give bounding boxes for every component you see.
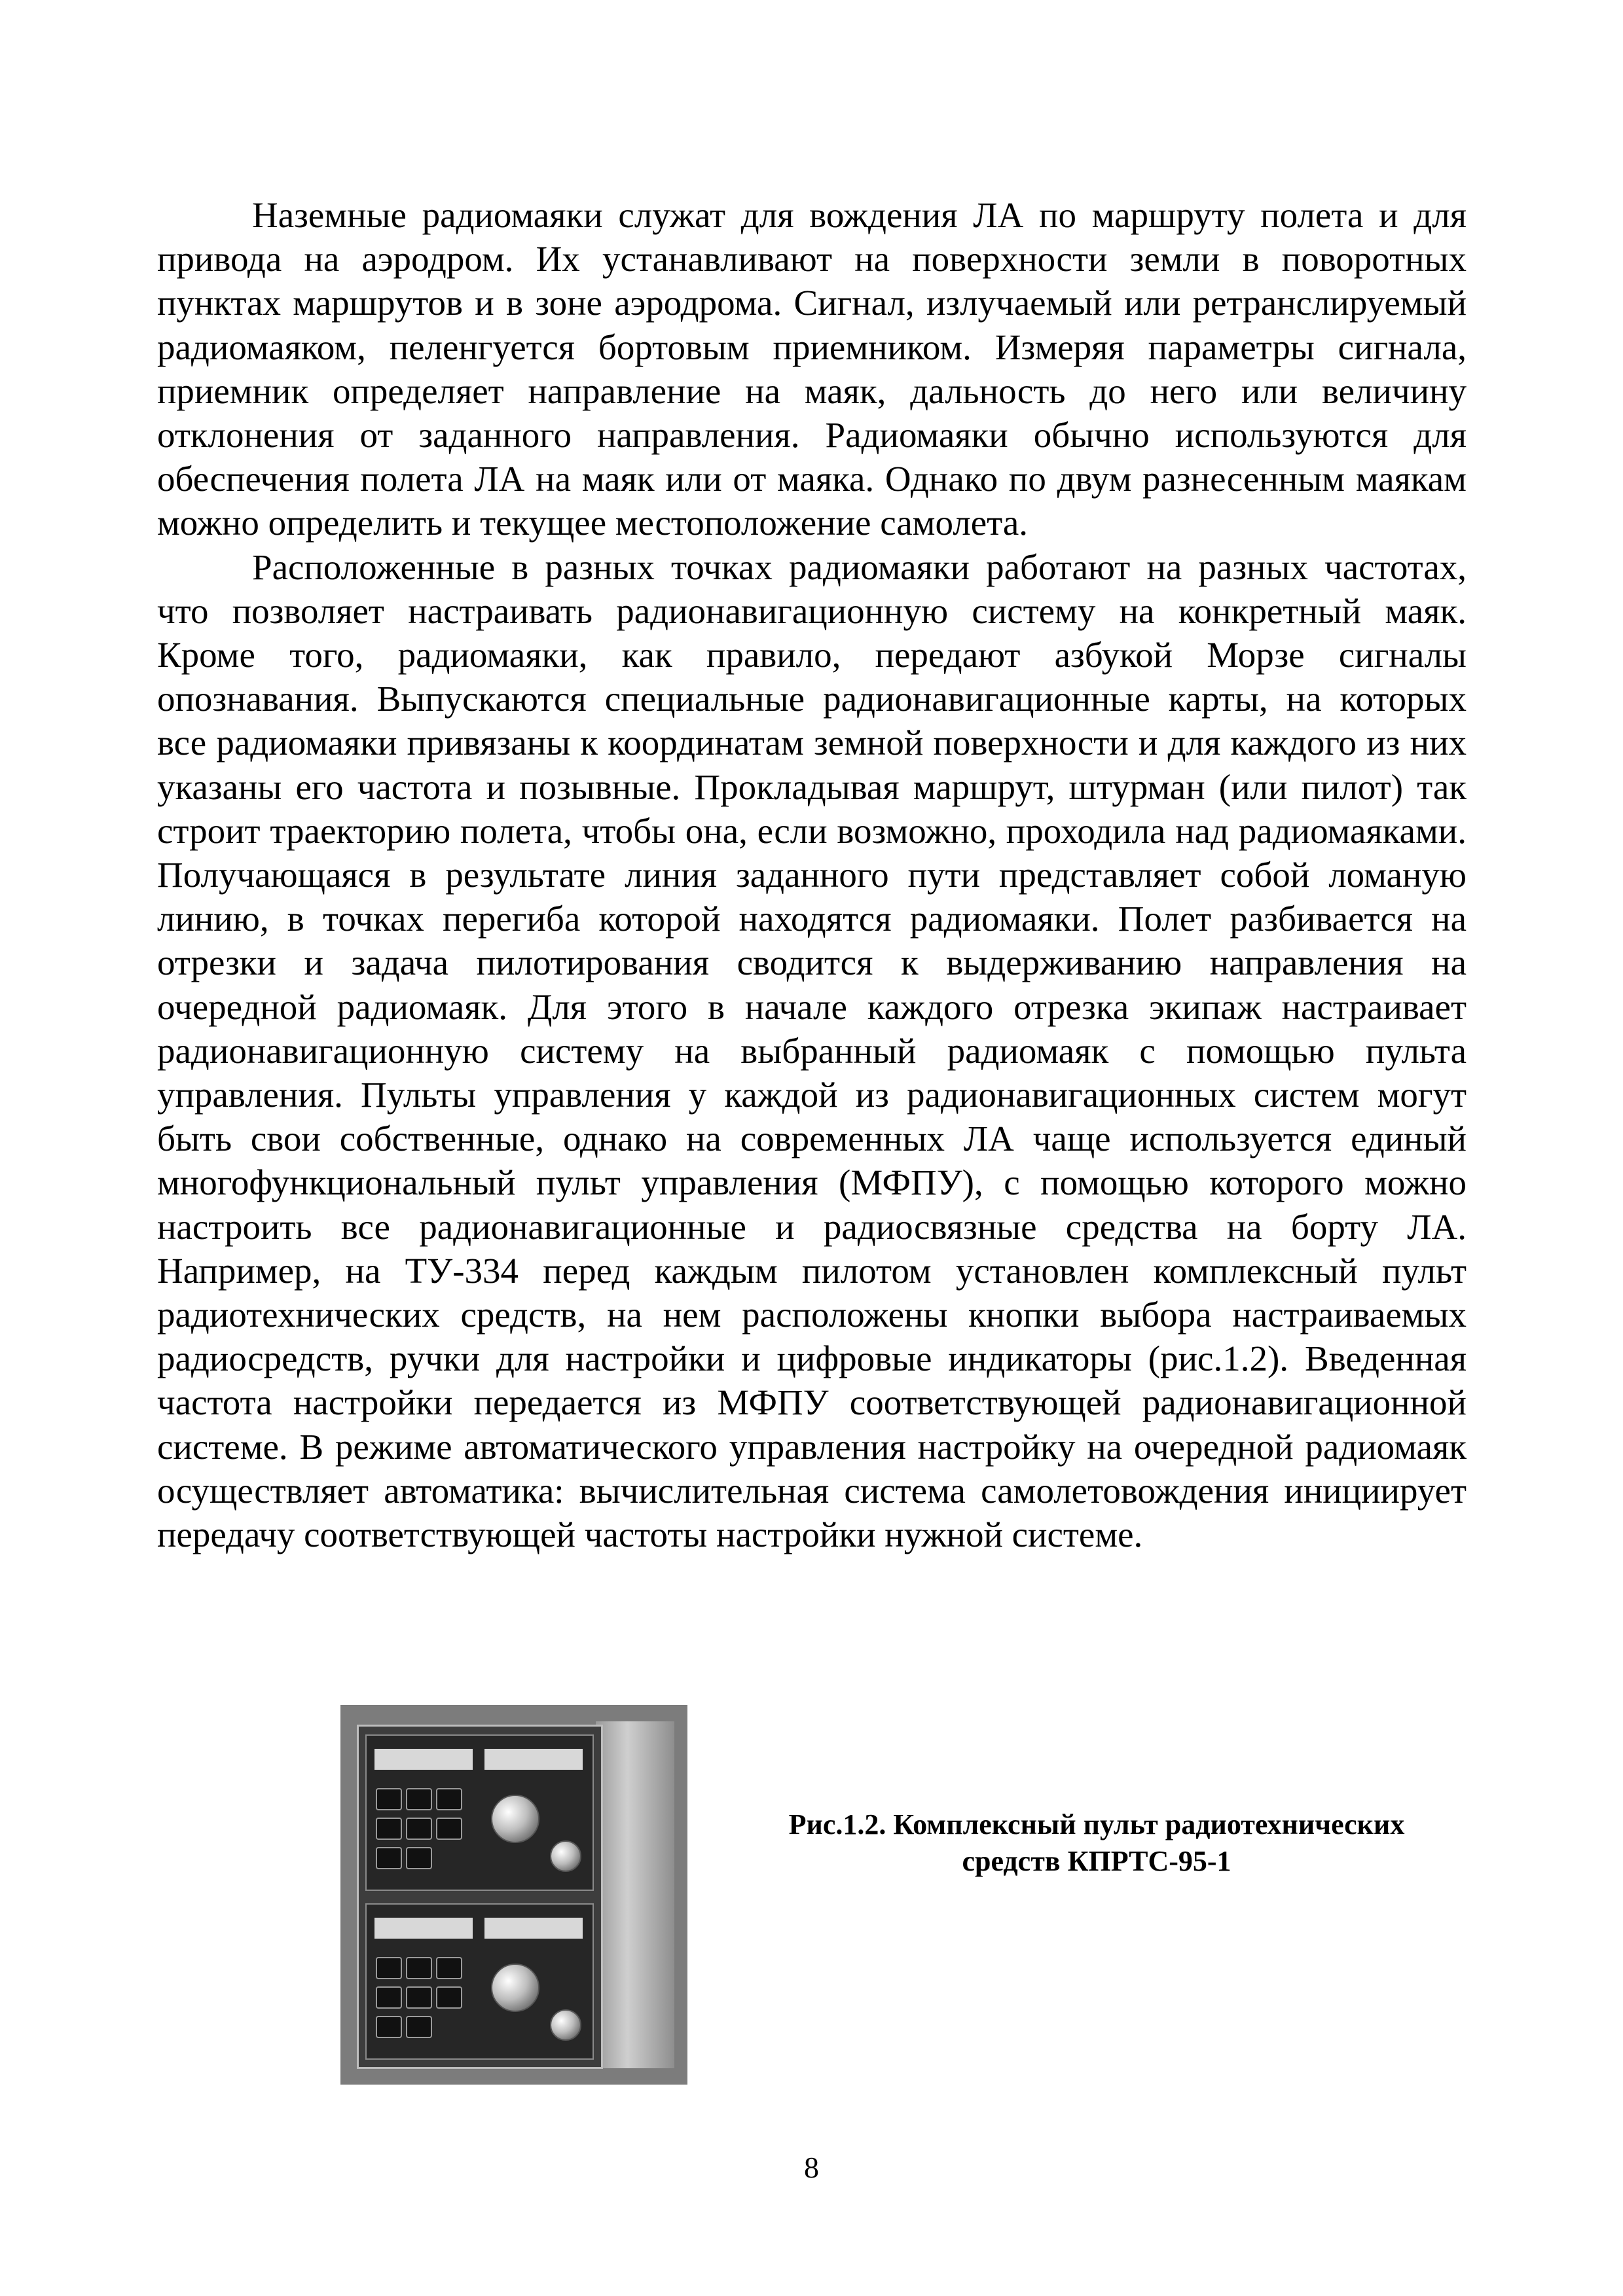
- caption-line: средств КПРТС-95-1: [962, 1845, 1231, 1877]
- digital-indicator: [374, 1749, 473, 1770]
- selector-button: [376, 1788, 402, 1810]
- device-side-panel: [596, 1721, 674, 2068]
- selector-button: [376, 1847, 402, 1869]
- selector-button: [436, 1986, 462, 2009]
- selector-button: [436, 1818, 462, 1840]
- selector-button: [406, 1788, 432, 1810]
- tuning-knob: [491, 1964, 539, 2012]
- selector-button: [376, 1986, 402, 2009]
- selector-button: [436, 1788, 462, 1810]
- selector-button: [406, 1957, 432, 1979]
- paragraph-2: Расположенные в разных точках радиомаяки работают на разных частотах, что позволяет настраивать радионавигационную систему на конкретный маяк. Кроме того, радиомаяки, как правило, передают азбукой Морзе сигналы опознавания. Выпускаются специальные радионавигационные карты, на которых все радиомаяки привязаны к координатам земной поверхности и для каждого из них указаны его частота и позывные. Прокладывая маршрут, штурман (или пилот) так строит траекторию полета, чтобы она, если возможно, проходила над радиомаяками. Получающаяся в результате линия заданного пути представляет собой ломаную линию, в точках перегиба которой находятся радиомаяки. Полет разбивается на отрезки и задача пилотирования сводится к выдерживанию направления на очередной радиомаяк. Для этого в начале каждого отрезка экипаж настраивает радионавигационную систему на выбранный радиомаяк с помощью пульта управления. Пульты управления у каждой из радионавигационных систем могут быть свои собственные, однако на современных ЛА чаще используется единый многофункциональный пульт управления (МФПУ), с помощью которого можно настроить все радионавигационные и радиосвязные средства на борту ЛА. Например, на ТУ-334 перед каждым пилотом установлен комплексный пульт радиотехнических средств, на нем расположены кнопки выбора настраиваемых радиосредств, ручки для настройки и цифровые индикаторы (рис.1.2). Введенная частота настройки передается из МФПУ соответствующей радионавигационной системе. В режиме автоматического управления настройку на очередной радиомаяк осуществляет автоматика: вычислительная система самолетовождения инициирует передачу соответствующей частоты настройки нужной системе.: [157, 547, 1467, 1555]
- selector-button: [406, 1847, 432, 1869]
- tuning-knob: [550, 1840, 581, 1872]
- selector-button: [406, 1818, 432, 1840]
- tuning-knob: [550, 2009, 581, 2041]
- caption-line: Рис.1.2. Комплексный пульт радиотехнических: [788, 1808, 1405, 1840]
- tuning-knob: [491, 1795, 539, 1843]
- figure-photo: [340, 1705, 687, 2085]
- device-front-panel: [357, 1725, 603, 2069]
- control-panel-lower: [365, 1903, 594, 2060]
- digital-indicator: [484, 1749, 583, 1770]
- control-panel-upper: [365, 1734, 594, 1891]
- selector-button: [376, 1818, 402, 1840]
- selector-button: [376, 1957, 402, 1979]
- digital-indicator: [374, 1918, 473, 1939]
- page-number: 8: [804, 2151, 819, 2184]
- selector-button: [436, 1957, 462, 1979]
- selector-button: [376, 2016, 402, 2038]
- body-text: [157, 193, 1467, 1556]
- selector-button: [406, 1986, 432, 2009]
- digital-indicator: [484, 1918, 583, 1939]
- paragraph-1: Наземные радиомаяки служат для вождения ЛА по маршруту полета и для привода на аэродром. Их устанавливают на поверхности земли в поворотных пунктах маршрутов и в зоне аэродрома. Сигнал, излучаемый или ретранслируемый радиомаяком, пеленгуется бортовым приемником. Измеряя параметры сигнала, приемник определяет направление на маяк, дальность до него или величину отклонения от заданного направления. Радиомаяки обычно используются для обеспечения полета ЛА на маяк или от маяка. Однако по двум разнесенным маякам можно определить и текущее местоположение самолета.: [157, 195, 1467, 543]
- figure-caption: [717, 1806, 1476, 1880]
- selector-button: [406, 2016, 432, 2038]
